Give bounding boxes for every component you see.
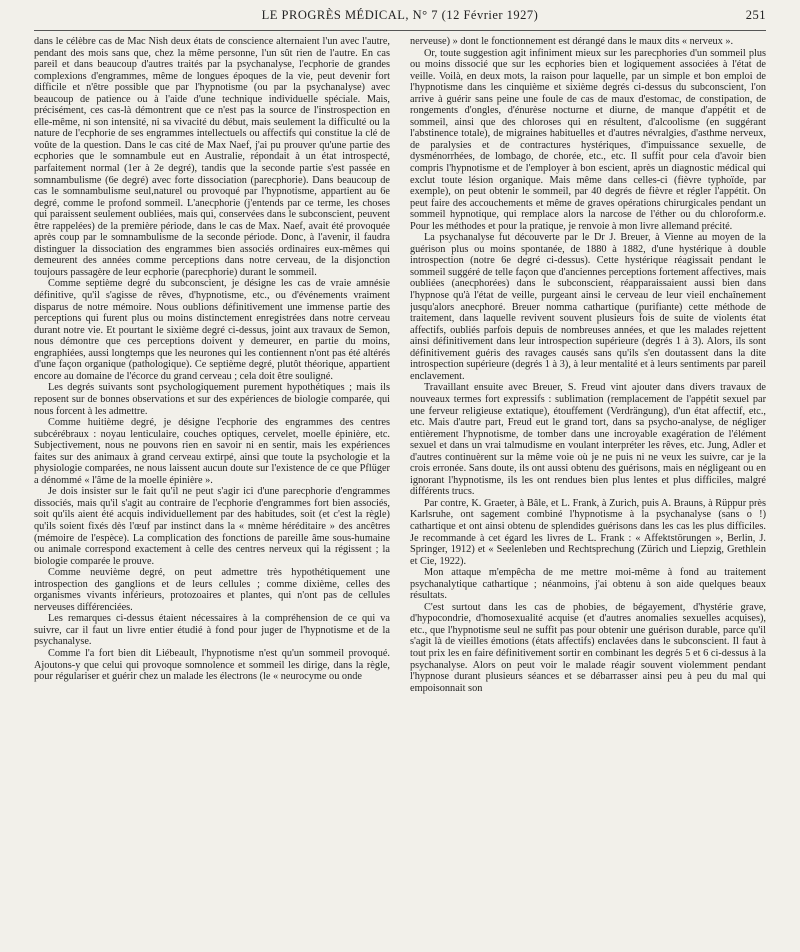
paragraph: Par contre, K. Graeter, à Bâle, et L. Frank, à Zurich, puis A. Brauns, à Rüppur près Karlsruhe, ont sagement combiné l'hypnotisme à la psychanalyse (sans o !) cathartique et ont ainsi obtenu de splendides guérisons dans les cas les plus difficiles. Je recommande à cet égard les livres de L. Frank : « Affektstörungen », Berlin, J. Springer, 1912) et « Seelenleben und Rechtsprechung (Zürich und Liepzig, Grethlein et Cie, 1922). bbox=[410, 497, 766, 567]
journal-title: LE PROGRÈS MÉDICAL, N° 7 (12 Février 1927) bbox=[261, 8, 539, 22]
paragraph: nerveuse) » dont le fonctionnement est dérangé dans le maux dits « nerveux ». bbox=[410, 36, 734, 47]
paragraph: Comme septième degré du subconscient, je désigne les cas de vraie amnésie définitive, qu'il s'agisse de rêves, d'hypnotisme, etc., ou d'événements vraiment disparus de notre mémoire. Nous oublions définitivement une immense partie des perceptions qui furent plus ou moins distinctement enregistrées dans notre cerveau durant notre vie. Et pourtant le sixième degré ci-dessus, joint aux travaux de Semon, nous démontre que ces perceptions doivent y demeurer, en partie du moins, engraphiées, aussi longtemps que les neurones qui les contiennent n'ont pas été altérés d'une façon organique (pathologique). Ce septième degré, plutôt théorique, appartient encore au domaine de l'écorce du grand cerveau ; cela doit être souligné. bbox=[34, 278, 390, 382]
header-rule bbox=[34, 30, 766, 31]
paragraph: Je dois insister sur le fait qu'il ne peut s'agir ici d'une parecphorie d'engrammes dissociés, mais qu'il s'agit au contraire de l'ecphorie d'engrammes fort bien associés, soit qu'ils aient été acquis individuellement par des habitudes, soit (et c'est la règle) qu'ils soient fixés dès l'œuf par instinct dans la « mnème héréditaire » des ancêtres (mémoire de l'espèce). La complication des fonctions de pareille âme sous-humaine ou animale correspond exactement à celle des centres nerveux qui la régissent ; la biologie comparée le prouve. bbox=[34, 486, 390, 567]
paragraph: Comme huitième degré, je désigne l'ecphorie des engrammes des centres subcérébraux : noyau lenticulaire, couches optiques, cervelet, moelle épinière, etc. Subjectivement, nous ne pouvons rien en savoir ni en sentir, mais les expériences faites sur des animaux à grand cerveau extirpé, ainsi que toute la psychologie et la physiologie comparées, ne nous laissent aucun doute sur l'existence de ce que Pflüger a dénommé « l'âme de la moelle épinière ». bbox=[34, 417, 390, 486]
paragraph: Mon attaque m'empêcha de me mettre moi-même à fond au traitement psychanalytique cathartique ; néanmoins, j'ai obtenu à son aide quelques beaux résultats. bbox=[410, 567, 766, 602]
paragraph: Or, toute suggestion agit infiniment mieux sur les parecphories d'un sommeil plus ou moins dissocié que sur les ecphories bien et logiquement associées à l'état de veille. Voilà, en deux mots, la raison pour laquelle, par un simple et bon emploi de l'hypnotisme dans les cinquième et sixième degrés ci-dessus du subconscient, l'on arrive à guérir sans peine une foule de cas de maux d'estomac, de constipation, de rongements d'ongles, d'énurèse nocturne et diurne, de manque d'appétit et de sommeil, ainsi que des chloroses qui en résultent, d'alcoolisme (en suggérant l'abstinence totale), de migraines habituelles et d'autres névralgies, d'asthme nerveux, de paralysies et de contractures hystériques, d'impuissance sexuelle, de dysménorrhées, de lombago, de chorée, etc., etc. Il suffit pour cela d'avoir bien compris l'hypnotisme et de l'employer à bon escient, après un diagnostic médical qui exclut toute lésion organique. Mais même dans celles-ci (fièvre typhoïde, par exemple), on peut obtenir le sommeil, par 40 degrés de fièvre et régler l'appétit. On peut faire des accouchements et même de graves opérations chirurgicales pendant un sommeil hypnotique, qui remplace alors la narcose de l'éther ou du chloroform.e. Pour les méthodes et pour la pratique, je renvoie à mon livre allemand précité. bbox=[410, 47, 766, 232]
text-columns bbox=[34, 36, 766, 948]
paragraph: Les remarques ci-dessus étaient nécessaires à la compréhension de ce qui va suivre, car il faut un livre entier étudié à fond pour juger de l'hypnotisme et de la psychanalyse. bbox=[34, 613, 390, 648]
page-number: 251 bbox=[745, 8, 766, 22]
paragraph: Comme neuvième degré, on peut admettre très hypothétiquement une introspection des ganglions et de leurs cellules ; comme dixième, celles des organismes vivants inférieurs, protozoaires et plantes, qui n'ont pas de cellules nerveuses différenciées. bbox=[34, 567, 390, 613]
paragraph: Travaillant ensuite avec Breuer, S. Freud vint ajouter dans divers travaux de nouveaux termes fort expressifs : sublimation (remplacement de l'appétit sexuel par une ferveur religieuse extatique), étouffement (Verdrängung), d'un état affectif, etc., etc. Mais d'autre part, Freud eut le grand tort, dans sa psycho-analyse, de négliger entièrement l'hypnotisme, de tomber dans une incroyable exagération de l'élément sexuel et dans un vrai talmudisme en voulant interpréter les rêves, etc. Jung, Adler et d'autres continuèrent sur la même voie où je ne puis ni ne veux les suivre, car je la crois erronée. Sans doute, ils ont aussi obtenu des guérisons, mais en négligeant ou en ignorant l'hypnotisme, ils les ont rendues bien plus lentes et plus difficiles, malgré différents trucs. bbox=[410, 382, 766, 498]
paragraph: C'est surtout dans les cas de phobies, de bégayement, d'hystérie grave, d'hypocondrie, d'homosexualité acquise (et d'autres anomalies sexuelles acquises), etc., que l'hypnotisme seul ne suffit pas pour obtenir une guérison durable, parce qu'il s'agit là de vieilles émotions (états affectifs) enclavées dans le subconscient. Il faut à tout prix les en faire définitivement sortir en combinant les degrés 5 et 6 ci-dessus à la psychanalyse. Alors on peut voir le malade réagir souvent violemment pendant l'hypnose durant plusieurs séances et se débarrasser ainsi peu à peu du mal qui empoisonnait son bbox=[410, 601, 766, 694]
right-column bbox=[410, 36, 766, 948]
paragraph: La psychanalyse fut découverte par le Dr J. Breuer, à Vienne au moyen de la guérison plus ou moins spontanée, de 1880 à 1882, d'une hystérique à double introspection (notre 6e degré ci-dessus). Cette hystérique réagissait pendant le sommeil suggéré de telle façon que d'anciennes perceptions fortement affectives, mais oubliées (anecphorées) dans le subconscient, réapparaissaient aussi bien dans l'hypnose qu'à l'état de veille, purgeant ainsi le cerveau de leur vieil enchaînement jusqu'alors anecphoré. Breuer nomma cathartique (purifiante) cette méthode de traitement, dans laquelle revivent souvent plusieurs fois de suite de violents état affectifs, oubliés parfois depuis de nombreuses années, et que les malades rejettent ainsi définitivement dans leur introspection supérieure (degrés 1 à 3). Alors, ils sont définitivement guéris des ravages causés sans qu'ils s'en doutassent dans la dite introspection supérieure (degrés 1 à 3), à leur mentalité et à leurs sentiments par pareil enclavement. bbox=[410, 232, 766, 382]
paragraph: Comme l'a fort bien dit Liébeault, l'hypnotisme n'est qu'un sommeil provoqué. Ajoutons-y que celui qui provoque somnolence et sommeil les dirige, dans la règle, pour régulariser et guérir chez un malade les électrons (le « neurocyme ou onde bbox=[34, 647, 390, 683]
running-header bbox=[34, 8, 766, 30]
paragraph: dans le célèbre cas de Mac Nish deux états de conscience alternaient l'un avec l'autre, pendant des mois sans que, chez la même personne, l'un sût rien de l'autre. En cas pareil et dans beaucoup d'autres traités par la psychanalyse, l'ecphorie de grandes complexions d'engrammes, même de longues époques de la vie, peut devenir fort difficile et n'être possible que par l'hypnotisme (ou par la psychanalyse) avec beaucoup de patience ou à l'aide d'une technique individuelle spéciale. Mais, précisément, ces cas-là démontrent que ce n'est pas la source de l'instrospection en elle-même, ni son intensité, ni sa vivacité du début, mais seulement la difficulté ou la nature de l'ecphorie de ses engrammes intellectuels ou affectifs qui constitue la clé de voûte de la question. Dans le cas cité de Max Naef, j'ai pu prouver qu'une partie des ecphories que le somnambule eut en Australie, répondait à un état introspecté, parfaitement normal (1er à 2e degré), tandis que la seconde partie s'est passée en somnambulisme (6e degré) avec forte dissociation (parecphorie). Dans beaucoup de cas le somnambulisme seul,naturel ou provoqué par l'hypnotisme, appartient au 6e degré, comme le profond sommeil. L'anecphorie (j'entends par ce terme, les choses qui paraissent seulement oubliées, mais qui, conservées dans le subconscient, peuvent être rappelées) de la première période, dans le cas de Max. Naef, avait été provoquée après coup par le somnambulisme de la seconde période. Donc, à l'avenir, il faudra distinguer la dissociation des engrammes bien associés ordinaires eux-mêmes qui demeurent des années comme perceptions dans notre cerveau, de la disjonction toujours passagère de leur ecphorie (parecphorie) durant le sommeil. bbox=[34, 36, 390, 278]
left-column bbox=[34, 36, 390, 948]
paragraph: Les degrés suivants sont psychologiquement purement hypothétiques ; mais ils reposent sur de bonnes observations et sur des expériences de biologie comparée, qui nous forcent à les admettre. bbox=[34, 382, 390, 417]
